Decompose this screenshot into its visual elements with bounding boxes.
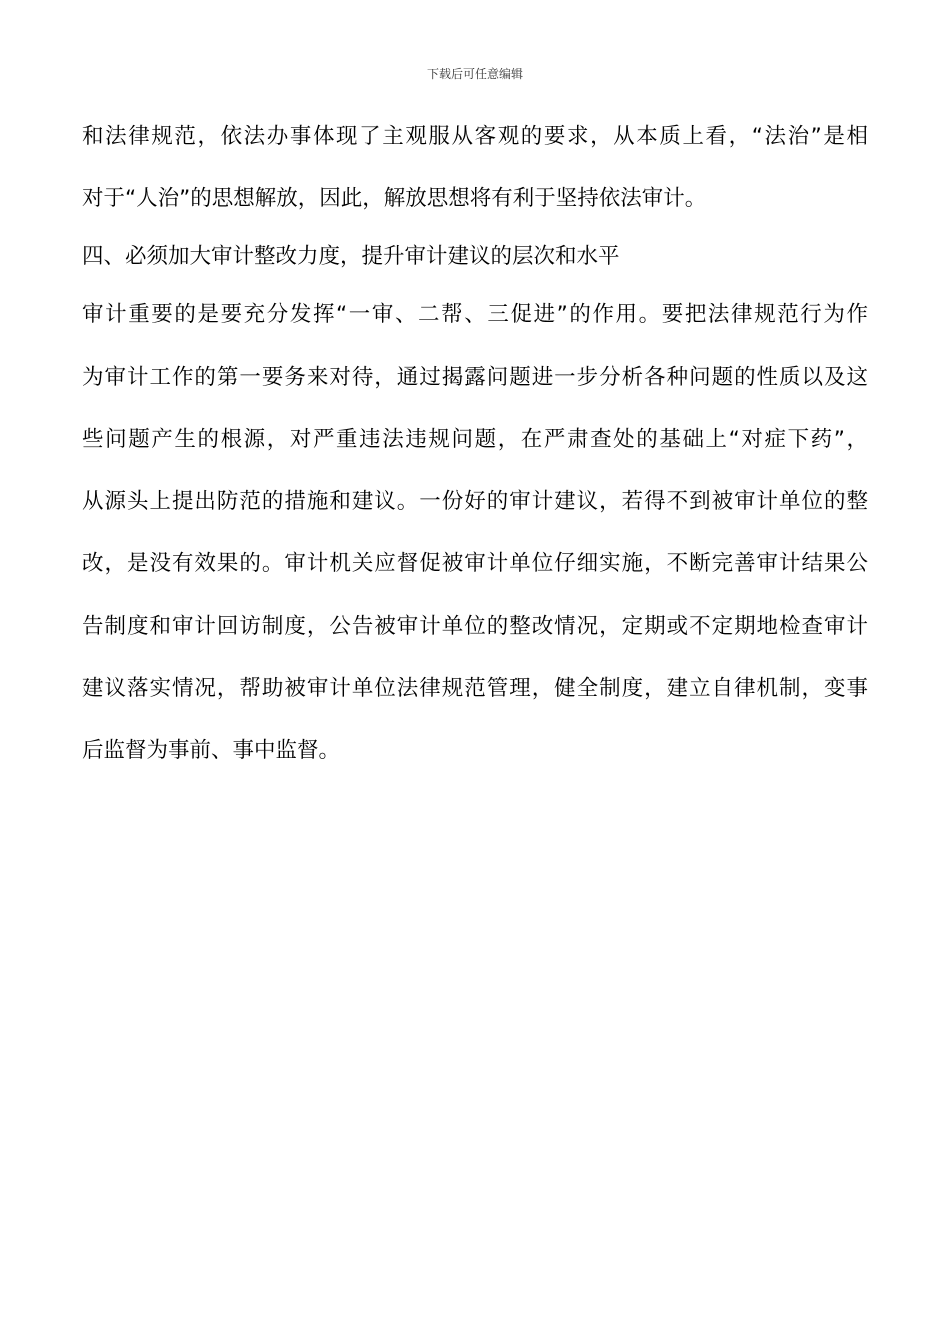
page-header: 下载后可任意编辑 — [426, 67, 523, 81]
paragraph-2-line-6: 告制度和审计回访制度，公告被审计单位的整改情况，定期或不定期地检查审计 — [82, 614, 868, 639]
paragraph-2-line-3: 些问题产生的根源，对严重违法违规问题，在严肃查处的基础上“对症下药”， — [82, 427, 868, 452]
paragraph-2-line-5: 改，是没有效果的。审计机关应督促被审计单位仔细实施，不断完善审计结果公 — [82, 551, 868, 576]
paragraph-2-line-4: 从源头上提出防范的措施和建议。一份好的审计建议，若得不到被审计单位的整 — [82, 489, 868, 514]
paragraph-1-line-1: 和法律规范，依法办事体现了主观服从客观的要求，从本质上看，“法治”是相 — [82, 124, 868, 149]
paragraph-2-line-2: 为审计工作的第一要务来对待，通过揭露问题进一步分析各种问题的性质以及这 — [82, 365, 868, 390]
paragraph-1-line-2: 对于“人治”的思想解放，因此，解放思想将有利于坚持依法审计。 — [82, 186, 707, 211]
paragraph-2-line-7: 建议落实情况，帮助被审计单位法律规范管理，健全制度，建立自律机制，变事 — [82, 676, 868, 701]
section-heading: 四、必须加大审计整改力度，提升审计建议的层次和水平 — [82, 244, 620, 269]
paragraph-2-line-8: 后监督为事前、事中监督。 — [82, 738, 341, 763]
paragraph-2-line-1: 审计重要的是要充分发挥“一审、二帮、三促进”的作用。要把法律规范行为作 — [82, 302, 868, 327]
